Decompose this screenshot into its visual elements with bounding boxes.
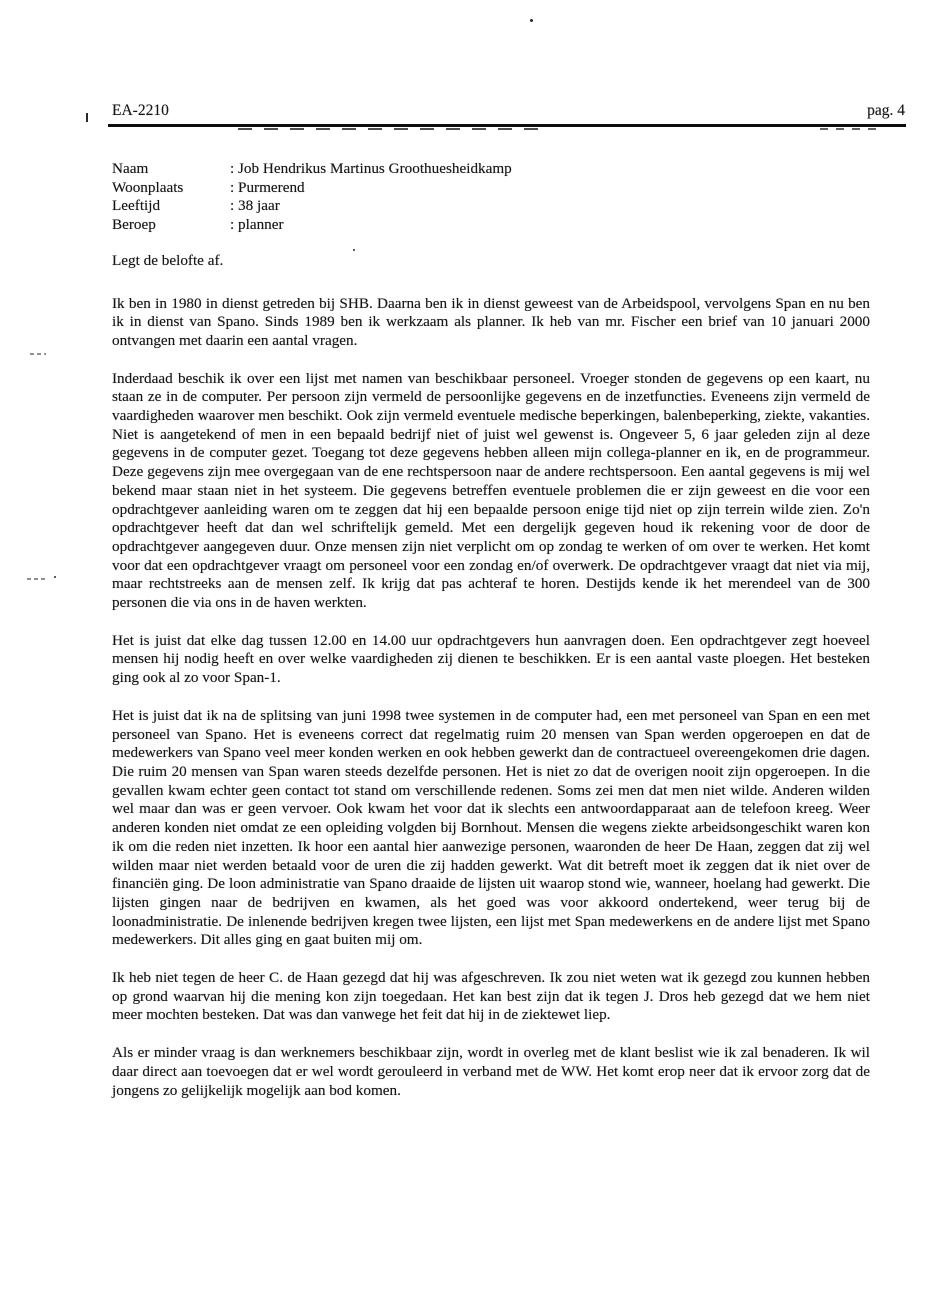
scan-speck [530, 19, 533, 22]
scan-speck [86, 113, 88, 122]
testimony-paragraph-6: Als er minder vraag is dan werknemers beschikbaar zijn, wordt in overleg met de klant beslist wie ik zal benaderen. Ik wil daar direct aan toevoegen dat er wel wordt gerouleerd in verband met de WW. Het komt erop neer dat ik ervoor zorg dat de jongens zo gelijkelijk mogelijk aan bod komen. [112, 1044, 870, 1099]
identity-value: : planner [230, 216, 284, 234]
identity-label: Leeftijd [112, 197, 161, 215]
identity-row-beroep [112, 216, 870, 235]
doc-code: EA-2210 [112, 102, 169, 119]
scan-speck [353, 249, 355, 251]
page-number: pag. 4 [867, 102, 905, 119]
testimony-paragraph-4: Het is juist dat ik na de splitsing van juni 1998 twee systemen in de computer had, een met personeel van Span en een met personeel van Spano. Het is eveneens correct dat regelmatig ruim 20 mensen van Span werden opgeroepen en dat de medewerkers van Spano veel meer konden werken en ook hebben gewerkt dan de contractueel overeengekomen drie dagen. Die ruim 20 mensen van Span waren steeds dezelfde personen. Het is niet zo dat de overigen nooit zijn opgeroepen. In die gevallen kwam echter geen contact tot stand om verschillende redenen. Soms zei men dat men niet wilde. Anderen wilden wel maar dan was er geen vervoer. Ook kwam het voor dat ik slechts een antwoordapparaat aan de telefoon kreeg. Weer anderen konden niet omdat ze een opleiding volgden bij Bornhout. Mensen die wegens ziekte arbeidsongeschikt waren kon ik om die reden niet inzetten. Ik hoor een aantal hier aanwezige personen, waaronden de heer De Haan, zeggen dat zij wel wilden maar niet werden betaald voor de uren die zij hadden gewerkt. Wat dit betreft moet ik zeggen dat ik niet over de financiën ging. De loon administratie van Spano draaide de lijsten uit waarop stond wie, wanneer, hoelang had gewerkt. Die lijsten gingen naar de bedrijven en kwamen, als het goed was voor akkoord ondertekend, weer terug bij de loonadministratie. De inlenende bedrijven kregen twee lijsten, een lijst met Span medewerkens en de andere lijst met Spano medewerkers. Dit alles ging en gaat buiten mij om. [112, 706, 870, 949]
margin-mark [30, 353, 46, 355]
header-rule-artifact [820, 128, 880, 130]
margin-mark [27, 578, 45, 580]
identity-label: Naam [112, 160, 149, 177]
testimony-paragraph-3: Het is juist dat elke dag tussen 12.00 en 14.00 uur opdrachtgevers hun aanvragen doen. Een opdrachtgever zegt hoeveel mensen hij nodig heeft en over welke vaardigheden zij dienen te beschikken. Er is een aantal vaste ploegen. Het besteken ging ook al zo voor Span-1. [112, 631, 870, 687]
header-rule-artifact [238, 128, 548, 130]
testimony-paragraph-2: Inderdaad beschik ik over een lijst met namen van beschikbaar personeel. Vroeger stonden de gegevens op een kaart, nu staan ze in de computer. Per persoon zijn vermeld de persoonlijke gegevens en de inzetfuncties. Eveneens zijn vermeld de vaardigheden waarover men beschikt. Ook zijn vermeld eventuele medische beperkingen, balenbeperking, ziekte, vakanties. Niet is aangetekend of men in een bepaald bedrijf niet of juist wel gewenst is. Ongeveer 5, 6 jaar geleden zijn al deze gegevens in de computer gezet. Toegang tot deze gegevens hebben alleen mijn collega-planner en ik, en de programmeur. Deze gegevens zijn mee overgegaan van de ene rechtspersoon naar de andere rechtspersoon. Een aantal gegevens is mij wel bekend maar staan niet in het systeem. Die gegevens betreffen eventuele problemen die er zijn geweest en die voor een opdrachtgever aanleiding waren om te zeggen dat hij een bepaalde persoon enige tijd niet op zijn terrein wilde zien. Zo'n opdrachtgever heeft dat dan wel schriftelijk gemeld. Met een dergelijk gegeven houd ik rekening voor de door de opdrachtgever aangegeven duur. Onze mensen zijn niet verplicht om op zondag te werken of om over te werken. Het komt voor dat een opdrachtgever vraagt om personeel voor een zondag en/of overwerk. De opdrachtgever vraagt dat niet via mij, maar rechtstreeks aan de mensen zelf. Ik krijg dat pas achteraf te horen. Destijds kende ik het merendeel van de 300 personen die via ons in de haven werkten. [112, 369, 870, 612]
identity-value: : 38 jaar [230, 197, 280, 215]
page-header [112, 101, 905, 120]
identity-value: : Purmerend [230, 178, 305, 196]
identity-value: : Job Hendrikus Martinus Groothuesheidkamp [230, 160, 512, 177]
testimony-paragraph-5: Ik heb niet tegen de heer C. de Haan gezegd dat hij was afgeschreven. Ik zou niet weten wat ik gezegd zou kunnen hebben op grond waarvan hij die mening kon zijn toegedaan. Het kan best zijn dat ik tegen J. Dros heb gezegd dat we hem niet meer mochten besteken. Dat was dan vanwege het feit dat hij in de ziektewet liep. [112, 969, 870, 1024]
testimony-paragraph-1: Ik ben in 1980 in dienst getreden bij SHB. Daarna ben ik in dienst geweest van de Arbeidspool, vervolgens Span en nu ben ik in dienst van Spano. Sinds 1989 ben ik werkzaam als planner. Ik heb van mr. Fischer een brief van 10 januari 2000 ontvangen met daarin een aantal vragen. [112, 294, 870, 349]
oath-line: Legt de belofte af. [112, 251, 224, 269]
identity-label: Woonplaats [112, 178, 184, 196]
identity-row-naam [112, 160, 870, 179]
identity-row-woonplaats [112, 179, 870, 198]
header-rule [108, 124, 906, 127]
scan-speck [54, 576, 56, 578]
document-body [112, 160, 870, 1119]
identity-label: Beroep [112, 216, 156, 234]
identity-row-leeftijd [112, 197, 870, 216]
identity-block [112, 160, 870, 235]
